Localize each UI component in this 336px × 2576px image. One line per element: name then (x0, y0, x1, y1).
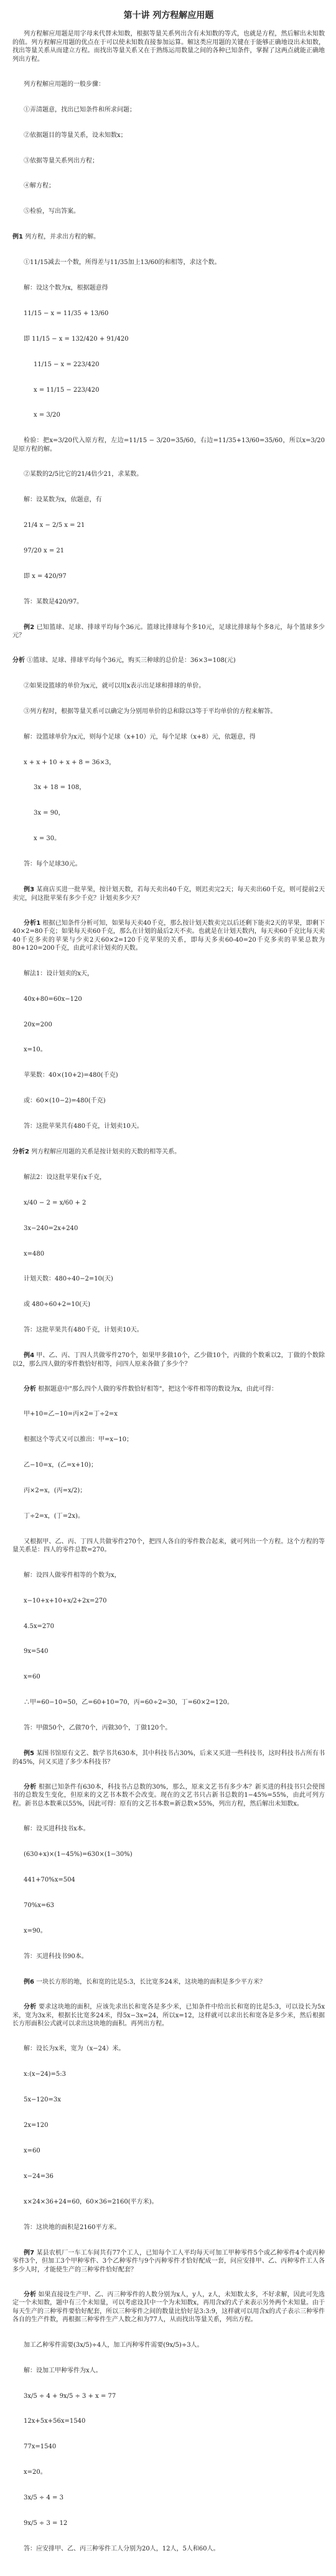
text-line (12, 1199, 325, 1208)
line-text: x=480 (24, 1250, 45, 1257)
text-line (12, 1250, 325, 1259)
line-text: 答：这批苹果共有480千克，计划卖10天。 (24, 1123, 143, 1130)
text-line (12, 30, 325, 64)
line-text: 某县农机厂一车工车间共有77个工人，已知每个工人平均每天可加工甲种零件5个或乙种零件4个或丙种零件3个，但加工3个甲种零件、3个乙种零件与9个丙种零件才恰好配成一套，问应安排甲、乙、丙种零件工人各多少人时，才能使生产的三种零件恰好配套？ (12, 2249, 325, 2273)
line-text: x=90。 (24, 1927, 47, 1934)
line-text: 已知篮球、足球、排球平均每个36元。篮球比排球每个多10元，足球比排球每个多8元，每个篮球多少元？ (12, 623, 325, 640)
line-text: 要求这块地的面积，应该先求出长和宽各是多少米，已知条件中给出长和宽的比是5:3，可以设长为5x米，宽为3x米，根据长比宽多24米，得5x−3x=24，所以x=12，这样就可以求出长和宽各是多少米，然后根据长方形面积公式就可以求出这块地的面积。再列出方程。 (12, 2004, 325, 2028)
text-line (12, 1647, 325, 1656)
text-line (12, 835, 325, 843)
line-text: ③依据等量关系列出方程； (24, 157, 98, 164)
line-text: 解：设买进科技书x本。 (24, 1825, 90, 1833)
text-line (12, 2341, 325, 2350)
text-line (12, 2417, 325, 2426)
line-text: 解：设这个数为x，根据题意得 (24, 285, 108, 292)
line-text: 4.5x=270 (24, 1622, 55, 1630)
line-text: 或：60×(10−2)=480(千克) (24, 1097, 106, 1105)
line-text: 某图书馆原有文艺、数学书共630本，其中科技书占30%，后来又买进一些科技书，这时科技书占所有书的45%，问又买进了多少本科技书？ (12, 1750, 325, 1766)
example-label: 分析 (24, 1783, 37, 1791)
line-text: ∴甲=60−10=50，乙=60+10=70，丙=60÷2=30，丁=60×2=120。 (24, 1699, 233, 1707)
text-line (12, 860, 325, 869)
text-line (12, 1461, 325, 1470)
text-line (12, 2519, 325, 2528)
line-text: 又根据甲、乙、丙、丁四人共做零件270个，把四人各自的零件数合起来，就可列出一个方程。这个方程的等量关系是：四人的零件总数=270。 (12, 1538, 325, 1554)
example-label: 例6 (24, 1978, 34, 1986)
example-label: 分析1 (24, 919, 41, 927)
line-text: 答：这块地的面积是2160平方米。 (24, 2223, 121, 2231)
line-text: x + x + 10 + x + 8 = 36×3， (24, 759, 116, 766)
line-text: x/40 − 2 = x/60 + 2 (24, 1199, 86, 1206)
text-line (12, 131, 325, 140)
example-label: 分析 (24, 2004, 37, 2011)
line-text: 即 11/15 − x = 132/420 + 91/420 (24, 335, 129, 343)
text-line (12, 1275, 325, 1284)
text-line (12, 1597, 325, 1606)
document-body (12, 30, 325, 2554)
text-line (12, 2070, 325, 2079)
example-label: 分析2 (12, 1148, 29, 1156)
text-line (12, 310, 325, 318)
text-line (12, 1825, 325, 1834)
line-text: 40x+80=60x−120 (24, 995, 82, 1003)
line-text: 丁÷2=x，(丁=2x)。 (24, 1512, 84, 1520)
text-line (12, 759, 325, 767)
example-label: 例2 (24, 623, 35, 631)
line-text: x = 3/20 (34, 412, 60, 419)
text-line (12, 1097, 325, 1106)
text-line (12, 1173, 325, 1182)
line-text: (630+x)×(1−45%)=630×(1−30%) (24, 1851, 133, 1859)
example-label: 例5 (24, 1750, 35, 1757)
text-line (12, 1410, 325, 1419)
line-text: 3x + 18 = 108， (34, 784, 86, 792)
line-text: 根据这个等式又可以推出：甲=x−10； (24, 1436, 133, 1444)
text-line (12, 157, 325, 166)
text-line (12, 2045, 325, 2053)
text-line (12, 258, 325, 267)
line-text: ①篮球、足球、排球平均每个36元，购买三种球的总价是：36×3=108(元) (25, 657, 236, 665)
text-line (12, 2121, 325, 2130)
text-line (12, 2545, 325, 2554)
text-line (12, 1783, 325, 1809)
line-text: 20x=200 (24, 1021, 52, 1028)
text-line (12, 1978, 325, 1987)
line-text: 答：应安排甲、乙、丙三种零件工人分别为20人，12人，5人和60人。 (24, 2545, 220, 2552)
line-text: x×24×36+24=60，60×36=2160(平方米)。 (24, 2198, 158, 2205)
line-text: 441+70%x=504 (24, 1877, 75, 1884)
text-line (12, 233, 325, 242)
line-text: 甲、乙、丙、丁四人共做零件270个，如果甲多做10个，乙少做10个，丙做的个数乘以2，丁做的个数除以2，那么四人做的零件数恰好相等，问四人原来各做了多少个？ (12, 1352, 325, 1368)
line-text: 丙×2=x，(丙=x/2)； (24, 1487, 86, 1495)
example-label: 分析 (12, 657, 25, 665)
line-text: 解：设某数为x，依题意，有 (24, 496, 102, 504)
text-line (12, 2096, 325, 2105)
line-text: x=20。 (24, 2469, 47, 2476)
line-text: 根据已知条件分析可知，如果每天卖40千克，那么按计划天数卖完以后还剩下能卖2天的苹果，即剩下40×2=80千克；如果每天卖60千克，那么在计划的最后2天不卖。也就是在计划天数内，每天卖60千克比每天卖40千克多卖的苹果与少卖2天60×2=120千克苹果的关系，即每天多卖60-40=20千克多卖的苹果总数为80+120=200千克，由此可求计划卖的天数。 (12, 919, 325, 952)
text-line (12, 386, 325, 395)
line-text: 列方程解应用题的关系是按计划卖的天数的相等关系。 (29, 1148, 181, 1156)
line-text: 列方程解应用题的一般步骤： (24, 80, 105, 88)
text-line (12, 1148, 325, 1157)
line-text: 解：设加工甲种零件为x人。 (24, 2367, 102, 2374)
text-line (12, 733, 325, 742)
text-line (12, 2468, 325, 2477)
text-line (12, 1571, 325, 1580)
text-line (12, 2249, 325, 2275)
line-text: x = 11/15 − 223/420 (34, 386, 100, 394)
text-line (12, 2443, 325, 2451)
line-text: 苹果数：40×(10+2)=480(千克) (24, 1072, 118, 1079)
line-text: x=10。 (24, 1046, 47, 1054)
text-line (12, 970, 325, 978)
line-text: 9x=540 (24, 1648, 49, 1655)
line-text: 9x/5 ÷ 3 = 12 (24, 2520, 68, 2527)
line-text: x−10+x+10+x/2+2x=270 (24, 1597, 107, 1604)
text-line (12, 411, 325, 420)
example-label: 例7 (24, 2249, 35, 2256)
text-line (12, 496, 325, 504)
text-line (12, 1487, 325, 1495)
line-text: 根据已知条件有630本，科技书占总数的30%，那么，原来文艺书有多少本？新买进的科技书只会使图书的总数发生变化，但原来的文艺书本数不会改变。现在的文艺书只占新书总数的1−45%=55%，由此可列方程。新书总本数乘以55%，因此可得：原有的文艺书本数=新总数×55%，列出方程，然后解出未知数x。 (12, 1783, 325, 1807)
text-line (12, 547, 325, 556)
line-text: 77x=1540 (24, 2443, 57, 2451)
line-text: 5x−120=3x (24, 2096, 61, 2104)
text-line (12, 1850, 325, 1859)
text-line (12, 1876, 325, 1885)
text-line (12, 437, 325, 453)
text-line (12, 1224, 325, 1233)
line-text: 97/20 x = 21 (24, 547, 65, 554)
line-text: 解法2：设这批苹果有x千克， (24, 1173, 106, 1181)
line-text: 列方程，并求出方程的解。 (22, 234, 100, 241)
line-text: 21/4 x − 2/5 x = 21 (24, 522, 85, 529)
line-text: 12x+5x+56x=1540 (24, 2418, 86, 2425)
text-line (12, 1300, 325, 1309)
text-line (12, 1724, 325, 1733)
text-line (12, 2147, 325, 2156)
line-text: 答：某数是420/97。 (24, 598, 83, 605)
line-text: 解：设篮球单价为x元，则每个足球（x+10）元，每个足球（x+8）元，依题意，得 (24, 733, 256, 741)
line-text: ①弄清题意，找出已知条件和所求问题； (24, 106, 136, 113)
line-text: 11/15 − x = 11/35 + 13/60 (24, 310, 109, 317)
line-text: 答：这批苹果共有480千克，计划卖10天。 (24, 1327, 143, 1334)
line-text: 解：设长为x米，宽为（x−24）米。 (24, 2045, 125, 2053)
line-text: 答：买进科技书90本。 (24, 1953, 88, 1960)
text-line (12, 1698, 325, 1707)
line-text: 答：每个足球30元。 (24, 861, 82, 868)
line-text: x=60 (24, 2147, 40, 2154)
text-line (12, 1622, 325, 1631)
line-text: 如果直接设生产甲、乙、丙三种零件的人数分别为x人，y人，z人，未知数太多，不好求解，因此可先选定一个未知数，题中有三个未知量，可以考虑设其中一个为未知数x，再用含x的式子来表示另外两个未知量。由于每天生产的三种零件要恰好配套，所以三种零件之间的数量比恰好是3:3:9，这样就可以用含x的式子表示三种零件各自的生产件数，再根据三种零件生产人数之和为77人，从而找出等量关系，列出方程。 (12, 2291, 325, 2324)
line-text: 计划天数：480÷40−2=10(天) (24, 1276, 113, 1283)
line-text: ③列方程时，根据等量关系可以确定为分别用单价的总和除以3等于平均单价的方程来解答。 (24, 708, 277, 716)
page-title: 第十讲 列方程解应用题 (123, 11, 214, 21)
line-text: 3x−240=2x+240 (24, 1224, 78, 1232)
example-label: 例4 (24, 1352, 35, 1360)
text-line (12, 682, 325, 691)
line-text: x:(x−24)=5:3 (24, 2071, 67, 2078)
line-text: 即 x = 420/97 (24, 572, 67, 580)
line-text: 加工乙种零件需要(3x/5)÷4人，加工丙种零件需要(9x/5)÷3人。 (24, 2341, 203, 2349)
line-text: x = 30。 (34, 835, 61, 843)
text-line (12, 886, 325, 902)
line-text: 3x = 90， (34, 810, 65, 817)
text-line (12, 1122, 325, 1131)
text-line (12, 1750, 325, 1766)
text-line (12, 1352, 325, 1368)
line-text: 11/15 − x = 223/420 (34, 361, 100, 368)
text-line (12, 1953, 325, 1961)
line-text: 或 480÷60+2=10(天) (24, 1301, 91, 1309)
line-text: 列方程解应用题是用字母来代替未知数，根据等量关系列出含有未知数的等式，也就是方程，然后解出未知数的值。列方程解应用题的优点在于可以使未知数直接参加运算。解这类应用题的关键在于能够正确地设出未知数，找出等量关系从而建立方程。而找出等量关系又在于熟练运用数量之间的各种已知条件，掌握了这两点就能正确地列出方程。 (12, 31, 325, 63)
line-text: 2x=120 (24, 2122, 49, 2129)
line-text: ②某数的2/5比它的21/4倍少21，求某数。 (24, 471, 143, 478)
text-line (12, 919, 325, 953)
text-line (12, 623, 325, 640)
text-line (12, 598, 325, 607)
text-line (12, 182, 325, 191)
text-line (12, 708, 325, 716)
text-line (12, 284, 325, 293)
line-text: 甲+10=乙−10=丙×2=丁÷2=x (24, 1411, 118, 1418)
line-text: ①11/15减去一个数，所得差与11/35加上13/60的和相等，求这个数。 (24, 259, 221, 267)
example-label: 例1 (12, 234, 23, 241)
text-line (12, 1512, 325, 1521)
text-line (12, 2003, 325, 2029)
example-label: 分析 (24, 1386, 36, 1393)
text-line (12, 1326, 325, 1335)
line-text: 70%x=63 (24, 1901, 54, 1909)
text-line (12, 106, 325, 115)
text-line (12, 1071, 325, 1080)
line-text: 3x/5 ÷ 4 = 3 (24, 2494, 63, 2502)
line-text: 检验：把x=3/20代入原方程，左边=11/15 − 3/20=35/60，右边=11/35+13/60=35/60，所以x=3/20是原方程的解。 (12, 437, 325, 453)
line-text: 3x/5 ÷ 4 + 9x/5 ÷ 3 + x = 77 (24, 2392, 116, 2400)
line-text: 解法1：设计划卖的x天， (24, 970, 94, 977)
text-line (12, 2198, 325, 2207)
line-text: 解：设四人做零件相等的个数为x， (24, 1571, 121, 1579)
text-line (12, 572, 325, 581)
text-line (12, 80, 325, 89)
text-line (12, 1927, 325, 1936)
text-line (12, 1538, 325, 1555)
line-text: ②如果设篮球的单价为x元，就可以用x表示出足球和排球的单价。 (24, 683, 205, 690)
text-line (12, 809, 325, 818)
line-text: 某商店买进一批苹果，按计划天数，若每天卖出40千克，则迟卖完2天；每天卖出60千克，则可提前2天卖完，问这批苹果有多少千克？计划卖多少天？ (12, 886, 325, 902)
text-line (12, 2367, 325, 2375)
line-text: 答：甲做50个，乙做70个，丙做30个，丁做120个。 (24, 1725, 172, 1732)
text-line (12, 1436, 325, 1444)
text-line (12, 995, 325, 1004)
line-text: x=60 (24, 1674, 40, 1681)
text-line (12, 1385, 325, 1394)
example-label: 例3 (24, 886, 35, 893)
text-line (12, 656, 325, 665)
text-line (12, 784, 325, 792)
line-text: ②依据题目的等量关系，设未知数x； (24, 131, 127, 139)
line-text: ④解方程； (24, 182, 55, 190)
text-line (12, 2392, 325, 2401)
line-text: 根据题意中"那么四个人做的零件数恰好相等"，把这个零件相等的数设为x，由此可得： (36, 1386, 278, 1393)
line-text: x−24=36 (24, 2172, 54, 2180)
line-text: 乙−10=x，(乙=x+10)； (24, 1462, 98, 1469)
text-line (12, 1021, 325, 1030)
line-text: ⑤检验，写出答案。 (24, 208, 80, 215)
text-line (12, 361, 325, 369)
text-line (12, 1673, 325, 1682)
text-line (12, 2494, 325, 2503)
text-line (12, 470, 325, 479)
text-line (12, 1901, 325, 1910)
example-label: 分析 (24, 2291, 37, 2298)
text-line (12, 207, 325, 216)
text-line (12, 2291, 325, 2324)
text-line (12, 2172, 325, 2181)
text-line (12, 335, 325, 344)
text-line (12, 1046, 325, 1054)
text-line (12, 2223, 325, 2232)
text-line (12, 521, 325, 530)
line-text: 一块长方形的地，长和宽的比是5:3，长比宽多24米，这块地的面积是多少平方米？ (34, 1978, 266, 1986)
